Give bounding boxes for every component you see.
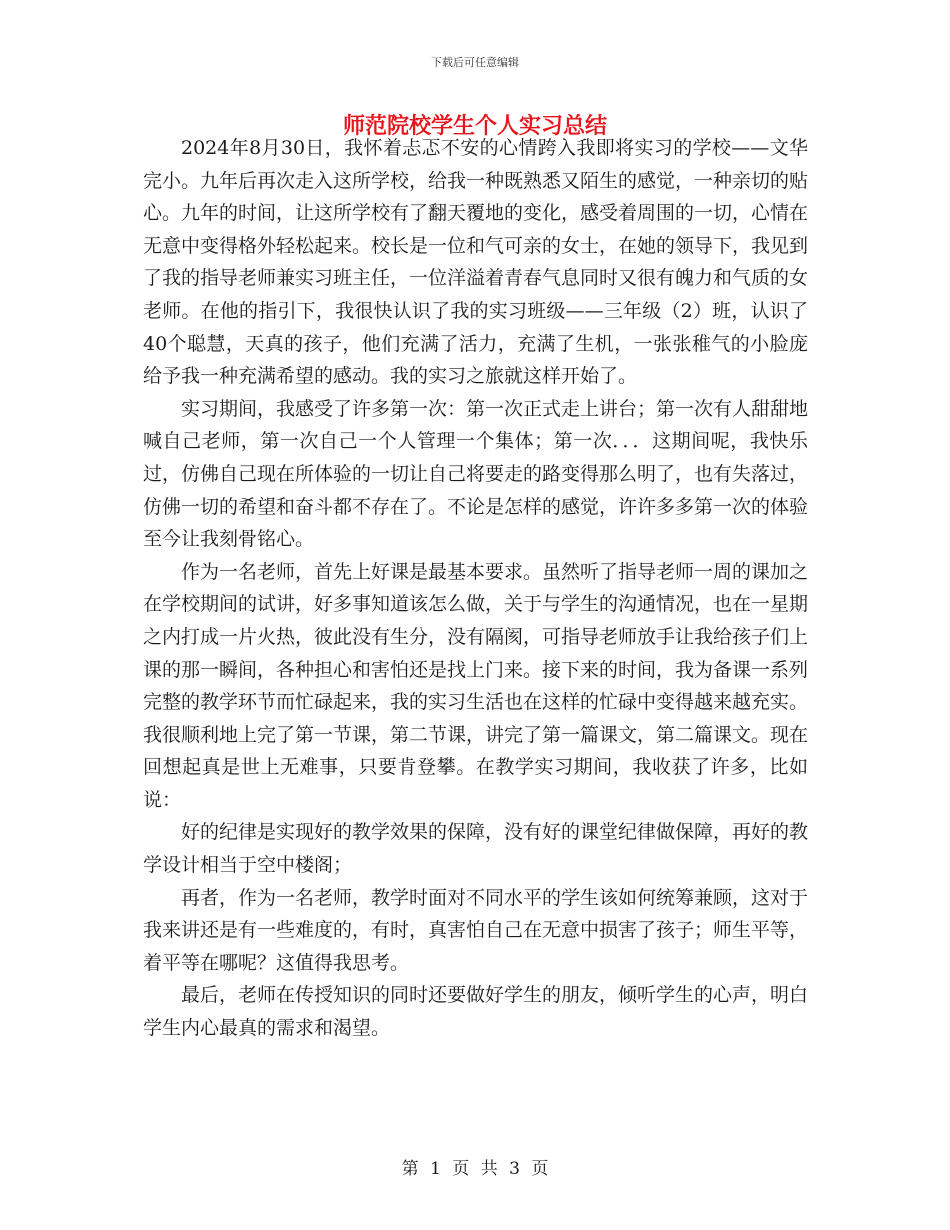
paragraph-4: 好的纪律是实现好的教学效果的保障，没有好的课堂纪律做保障，再好的教学设计相当于空中楼阁； (143, 821, 809, 877)
paragraph-1: 2024年8月30日，我怀着忐忑不安的心情跨入我即将实习的学校——文华完小。九年后再次走入这所学校，给我一种既熟悉又陌生的感觉，一种亲切的贴心。九年的时间，让这所学校有了翻天覆地的变化，感受着周围的一切，心情在无意中变得格外轻松起来。校长是一位和气可亲的女士，在她的领导下，我见到了我的指导老师兼实习班主任，一位洋溢着青春气息同时又很有魄力和气质的女老师。在他的指引下，我很快认识了我的实习班级——三年级（2）班，认识了40个聪慧，天真的孩子，他们充满了活力，充满了生机，一张张稚气的小脸庞给予我一种充满希望的感动。我的实习之旅就这样开始了。 (143, 137, 809, 388)
header-note: 下载后可任意编辑 (431, 56, 519, 69)
paragraph-5: 再者，作为一名老师，教学时面对不同水平的学生该如何统筹兼顾，这对于我来讲还是有一些难度的，有时，真害怕自己在无意中损害了孩子；师生平等，着平等在哪呢？这值得我思考。 (143, 886, 809, 974)
document-body (143, 132, 808, 1045)
paragraph-6: 最后，老师在传授知识的同时还要做好学生的朋友，倾听学生的心声，明白学生内心最真的需求和渴望。 (143, 984, 809, 1040)
document-title: 师范院校学生个人实习总结 (342, 113, 607, 139)
paragraph-3: 作为一名老师，首先上好课是最基本要求。虽然听了指导老师一周的课加之在学校期间的试讲，好多事知道该怎么做，关于与学生的沟通情况，也在一星期之内打成一片火热，彼此没有生分，没有隔阂，可指导老师放手让我给孩子们上课的那一瞬间，各种担心和害怕还是找上门来。接下来的时间，我为备课一系列完整的教学环节而忙碌起来，我的实习生活也在这样的忙碌中变得越来越充实。我很顺利地上完了第一节课，第二节课，讲完了第一篇课文，第二篇课文。现在回想起真是世上无难事，只要肯登攀。在教学实习期间，我收获了许多，比如说： (143, 560, 809, 811)
paragraph-2: 实习期间，我感受了许多第一次：第一次正式走上讲台；第一次有人甜甜地喊自己老师，第一次自己一个人管理一个集体；第一次．．．这期间呢，我快乐过，仿佛自己现在所体验的一切让自己将要走的路变得那么明了，也有失落过，仿佛一切的希望和奋斗都不存在了。不论是怎样的感觉，许许多多第一次的体验至今让我刻骨铭心。 (143, 397, 809, 551)
page-number-footer: 第 1 页 共 3 页 (401, 1159, 549, 1179)
